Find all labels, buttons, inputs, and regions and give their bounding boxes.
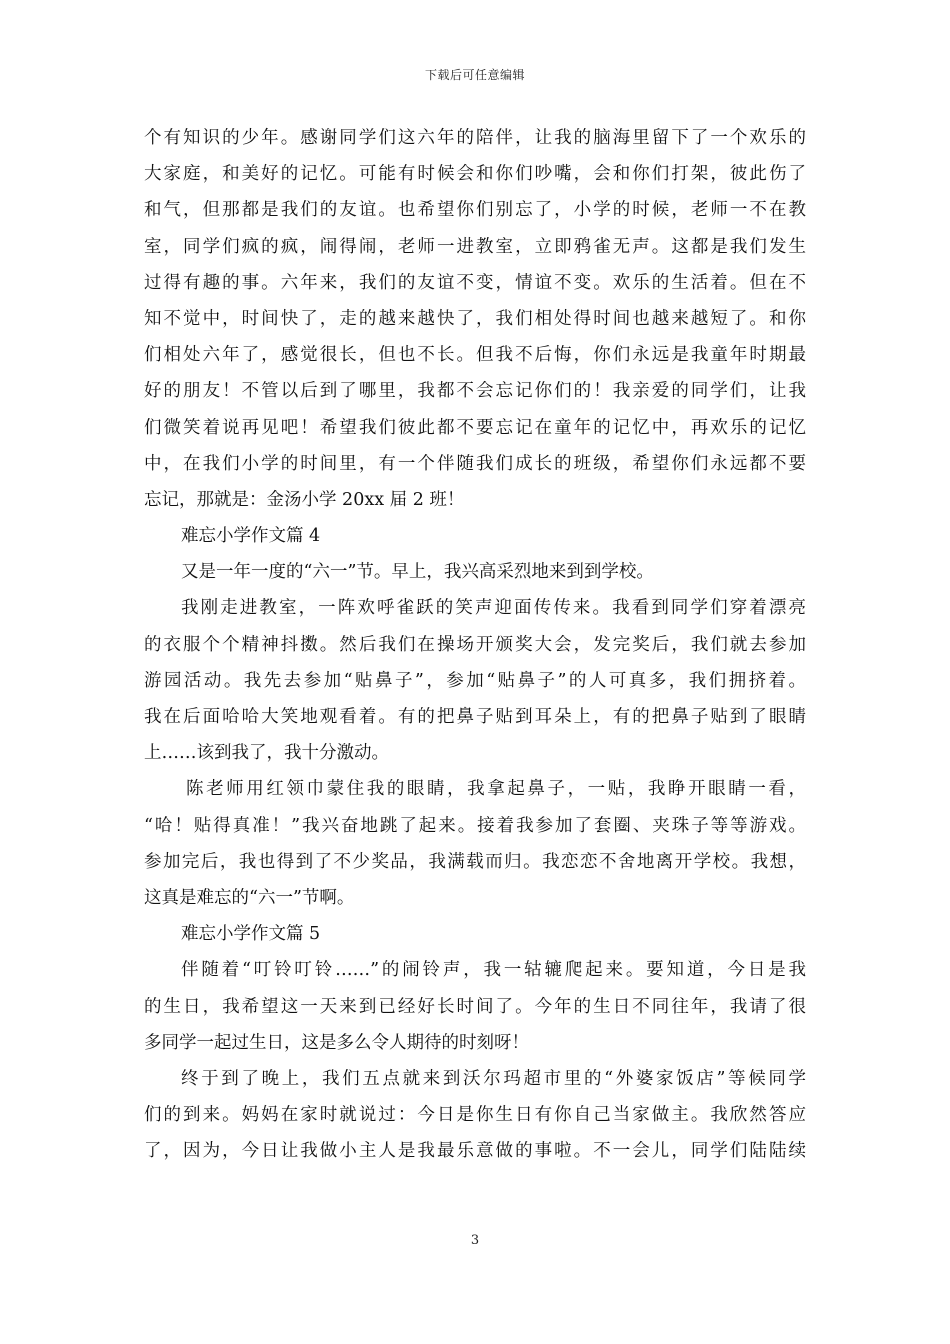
- text-line: 大家庭，和美好的记忆。可能有时候会和你们吵嘴，会和你们打架，彼此伤了: [144, 164, 806, 185]
- text-line: 忘记，那就是：金汤小学 20xx 届 2 班！: [144, 489, 465, 510]
- text-line: 我刚走进教室，一阵欢呼雀跃的笑声迎面传传来。我看到同学们穿着漂亮: [181, 598, 806, 619]
- text-line: 好的朋友！不管以后到了哪里，我都不会忘记你们的！我亲爱的同学们，让我: [144, 381, 806, 402]
- text-line: 我在后面哈哈大笑地观看着。有的把鼻子贴到耳朵上，有的把鼻子贴到了眼睛: [144, 707, 806, 727]
- text-line: 又是一年一度的“六一”节。早上，我兴高采烈地来到到学校。: [181, 562, 654, 583]
- text-line: 陈老师用红领巾蒙住我的眼睛，我拿起鼻子，一贴，我睁开眼睛一看，: [186, 779, 806, 800]
- text-line: 过得有趣的事。六年来，我们的友谊不变，情谊不变。欢乐的生活着。但在不: [144, 272, 806, 293]
- text-line: 的生日，我希望这一天来到已经好长时间了。今年的生日不同往年，我请了很: [144, 996, 806, 1017]
- page-header: 下载后可任意编辑: [424, 68, 525, 82]
- text-line: 们相处六年了，感觉很长，但也不长。但我不后悔，你们永远是我童年时期最: [144, 345, 806, 366]
- text-line: 和气，但那都是我们的友谊。也希望你们别忘了，小学的时候，老师一不在教: [144, 200, 806, 221]
- text-line: 的衣服个个精神抖擞。然后我们在操场开颁奖大会，发完奖后，我们就去参加: [144, 634, 806, 655]
- text-line: 个有知识的少年。感谢同学们这六年的陪伴，让我的脑海里留下了一个欢乐的: [144, 128, 806, 148]
- text-line: 中，在我们小学的时间里，有一个伴随我们成长的班级，希望你们永远都不要: [144, 453, 806, 474]
- text-line: 终于到了晚上，我们五点就来到沃尔玛超市里的“外婆家饭店”等候同学: [181, 1068, 806, 1089]
- text-line: 们微笑着说再见吧！希望我们彼此都不要忘记在童年的记忆中，再欢乐的记忆: [144, 417, 806, 438]
- text-line: “哈！贴得真准！”我兴奋地跳了起来。接着我参加了套圈、夹珠子等等游戏。: [144, 815, 806, 836]
- text-line: 参加完后，我也得到了不少奖品，我满载而归。我恋恋不舍地离开学校。我想，: [144, 851, 806, 872]
- text-line: 上……该到我了，我十分激动。: [144, 743, 389, 764]
- section-heading: 难忘小学作文篇 4: [181, 526, 321, 547]
- text-line: 游园活动。我先去参加“贴鼻子”，参加“贴鼻子”的人可真多，我们拥挤着。: [144, 670, 806, 691]
- section-heading: 难忘小学作文篇 5: [181, 924, 321, 945]
- text-line: 室，同学们疯的疯，闹得闹，老师一进教室，立即鸦雀无声。这都是我们发生: [144, 236, 806, 257]
- text-line: 多同学一起过生日，这是多么令人期待的时刻呀！: [144, 1032, 529, 1053]
- text-line: 们的到来。妈妈在家时就说过：今日是你生日有你自己当家做主。我欣然答应: [144, 1105, 806, 1126]
- text-line: 了，因为，今日让我做小主人是我最乐意做的事啦。不一会儿，同学们陆陆续: [144, 1141, 806, 1162]
- document-body: [144, 120, 806, 1169]
- text-line: 知不觉中，时间快了，走的越来越快了，我们相处得时间也越来越短了。和你: [144, 308, 806, 329]
- page-number: 3: [470, 1233, 480, 1248]
- text-line: 这真是难忘的“六一”节啊。: [144, 887, 355, 908]
- text-line: 伴随着“叮铃叮铃……”的闹铃声，我一轱辘爬起来。要知道，今日是我: [181, 960, 806, 981]
